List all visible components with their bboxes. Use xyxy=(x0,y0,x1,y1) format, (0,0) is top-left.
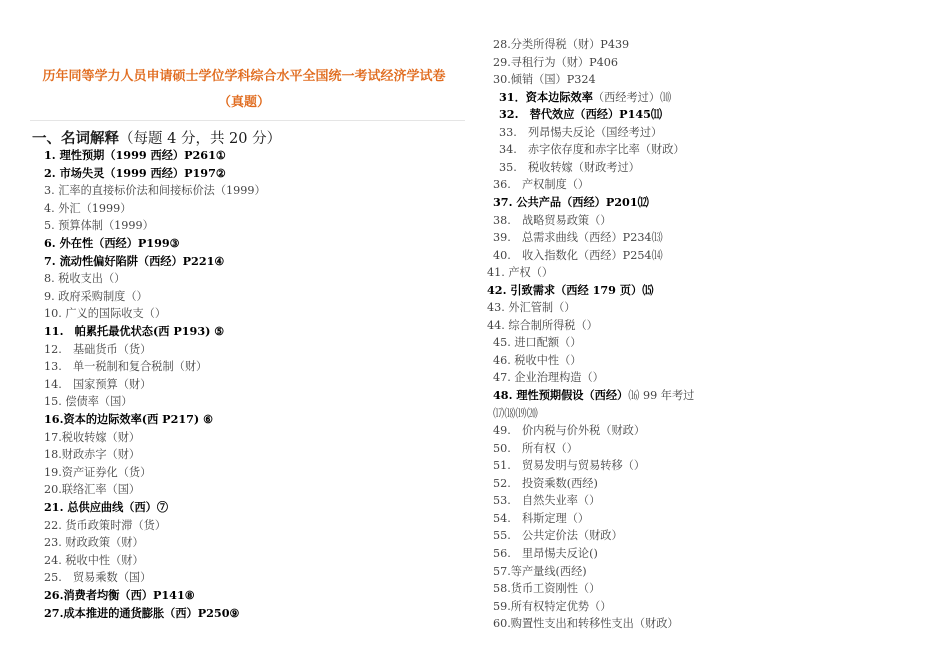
term-item: 41. 产权（） xyxy=(487,266,554,280)
term-item: 58.货币工资刚性（） xyxy=(493,582,601,596)
term-item: 59.所有权特定优势（） xyxy=(493,599,612,613)
term-item: 60.购置性支出和转移性支出（财政） xyxy=(493,617,679,631)
title-divider xyxy=(30,120,465,121)
term-item: 42. 引致需求（西经 179 页）⒂ xyxy=(487,282,654,297)
page-title: 历年同等学力人员申请硕士学位学科综合水平全国统一考试经济学试卷（真题） xyxy=(42,69,446,110)
term-item: 3. 汇率的直接标价法和间接标价法（1999） xyxy=(44,184,266,198)
term-item: 5. 预算体制（1999） xyxy=(44,219,154,233)
term-item: 8. 税收支出（） xyxy=(44,272,126,286)
term-item: 14. 国家预算（财） xyxy=(44,377,152,391)
term-item: 51. 贸易发明与贸易转移（） xyxy=(493,459,646,473)
term-item: 20.联络汇率（国） xyxy=(44,483,141,497)
term-item: 46. 税收中性（） xyxy=(493,353,582,367)
term-item: 26.消费者均衡（西）P141⑧ xyxy=(44,588,195,602)
term-item: 36. 产权制度（） xyxy=(493,178,590,192)
term-item: 57.等产量线(西经) xyxy=(493,564,587,578)
term-item: 25. 贸易乘数（国） xyxy=(44,571,152,585)
term-item: 27.成本推进的通货膨胀（西）P250⑨ xyxy=(44,605,240,620)
term-item: 53. 自然失业率（） xyxy=(493,494,601,508)
term-item: 47. 企业治理构造（） xyxy=(493,371,604,385)
term-item: 18.财政赤字（财） xyxy=(44,448,141,462)
term-item: 19.资产证券化（货） xyxy=(44,465,152,479)
term-item: 52. 投资乘数(西经) xyxy=(493,476,598,490)
term-item: 21. 总供应曲线（西）⑦ xyxy=(44,500,169,514)
term-item: 24. 税收中性（财） xyxy=(44,553,144,567)
term-item: 28.分类所得税（财）P439 xyxy=(493,38,630,51)
term-item: 56. 里昂惕夫反论() xyxy=(493,546,598,560)
term-item: 43. 外汇管制（） xyxy=(487,301,576,315)
term-item: 6. 外在性（西经）P199③ xyxy=(44,236,180,250)
term-item: 39. 总需求曲线（西经）P234⒀ xyxy=(493,231,663,245)
term-item: 9. 政府采购制度（） xyxy=(44,289,148,303)
term-item: 44. 综合制所得税（） xyxy=(487,318,598,332)
term-item: 11. 帕累托最优状态(西 P193) ⑤ xyxy=(44,324,225,338)
term-item: 32. 替代效应（西经）P145⑾ xyxy=(499,107,663,122)
term-item: ⒄⒅⒆⒇ xyxy=(493,406,538,420)
term-item: 33. 列昂惕夫反论（国经考过） xyxy=(499,125,663,139)
term-item: 38. 战略贸易政策（） xyxy=(493,213,612,227)
term-item: 7. 流动性偏好陷阱（西经）P221④ xyxy=(44,253,225,268)
term-item: 2. 市场失灵（1999 西经）P197② xyxy=(44,165,226,180)
term-item: 55. 公共定价法（财政） xyxy=(493,529,623,543)
term-item: 34. 赤字依存度和赤字比率（财政） xyxy=(499,143,685,157)
term-item: 48. 理性预期假设（西经）⒃ 99 年考过 xyxy=(493,388,695,402)
term-item: 1. 理性预期（1999 西经）P261① xyxy=(44,148,226,162)
section-heading-label: 一、名词解释 xyxy=(32,130,119,147)
term-item: 22. 货币政策时滞（货） xyxy=(44,518,167,532)
term-item: 54. 科斯定理（） xyxy=(493,511,590,525)
section-heading xyxy=(32,127,281,148)
term-item: 29.寻租行为（财）P406 xyxy=(493,55,618,69)
term-item: 40. 收入指数化（西经）P254⒁ xyxy=(493,248,663,262)
term-item: 15. 偿债率（国） xyxy=(44,395,133,409)
term-item: 4. 外汇（1999） xyxy=(44,201,132,215)
term-item: 37. 公共产品（西经）P201⑿ xyxy=(493,194,649,209)
term-item: 12. 基础货币（货） xyxy=(44,342,152,356)
section-heading-note: （每题 4 分，共 20 分） xyxy=(119,131,282,147)
term-item: 10. 广义的国际收支（） xyxy=(44,307,167,321)
term-item: 17.税收转嫁（财） xyxy=(44,430,141,444)
term-item: 23. 财政政策（财） xyxy=(44,536,144,550)
term-item: 16.资本的边际效率(西 P217) ⑥ xyxy=(44,412,214,426)
term-item: 49. 价内税与价外税（财政） xyxy=(493,424,646,438)
term-item: 35. 税收转嫁（财政考过） xyxy=(499,160,640,174)
term-item: 31．资本边际效率（西经考过）⑽ xyxy=(499,89,672,104)
term-item: 13. 单一税制和复合税制（财） xyxy=(44,360,208,374)
term-item: 50. 所有权（） xyxy=(493,441,578,455)
term-item: 30.倾销（国）P324 xyxy=(493,73,596,87)
term-item: 45. 进口配额（） xyxy=(493,336,582,350)
